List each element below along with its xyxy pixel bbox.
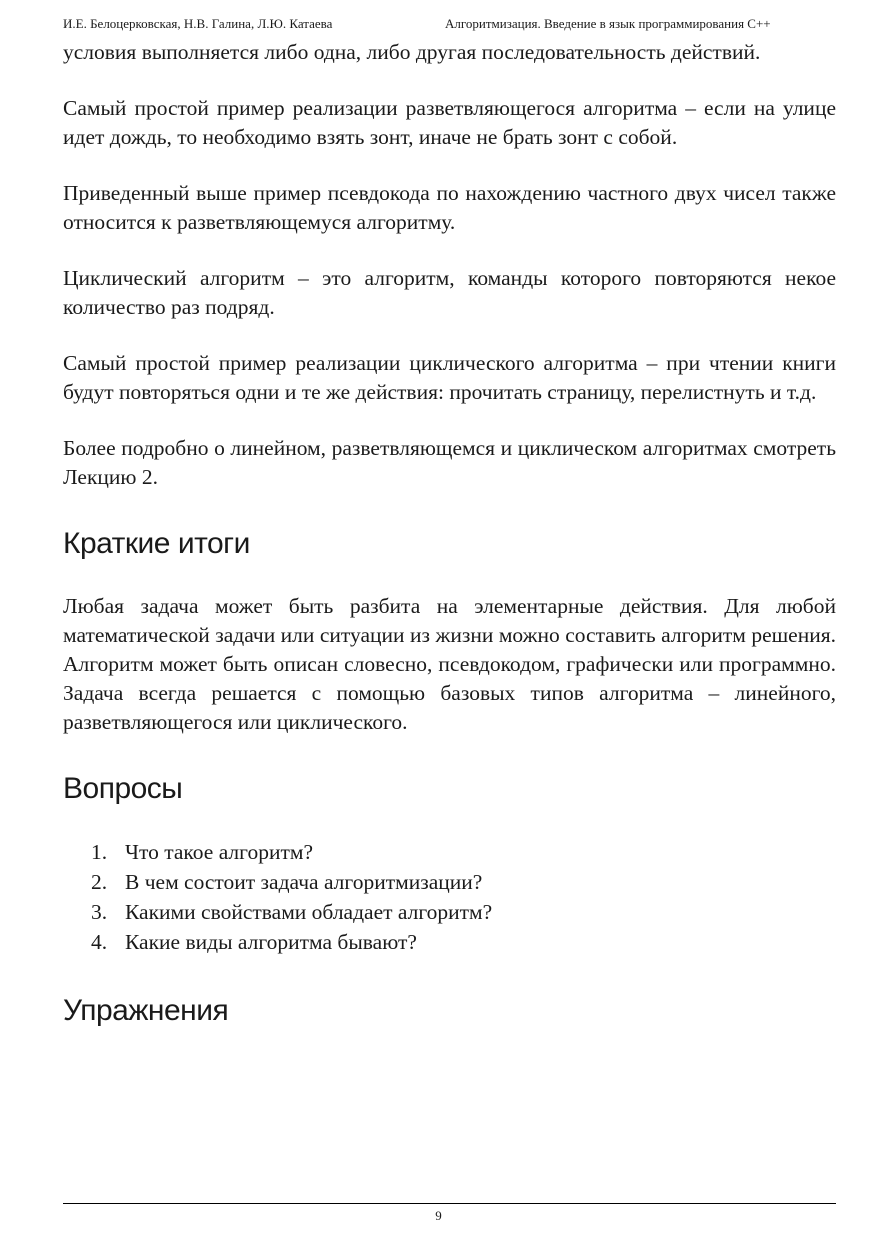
question-item <box>63 837 836 867</box>
question-text: Какие виды алгоритма бывают? <box>125 930 417 954</box>
paragraph-cyclic-example: Самый простой пример реализации циклического алгоритма – при чтении книги будут повторяться одни и те же действия: прочитать страницу, перелистнуть и т.д. <box>63 351 836 404</box>
header-title: Алгоритмизация. Введение в язык программирования С++ <box>445 16 771 31</box>
question-text: В чем состоит задача алгоритмизации? <box>125 870 483 894</box>
question-number: 4. <box>91 930 108 954</box>
summary-text: Любая задача может быть разбита на элементарные действия. Для любой математической задачи или ситуации из жизни можно составить алгоритм решения. Алгоритм может быть описан словесно, псевдокодом, графически или программно. Задача всегда решается с помощью базовых типов алгоритма – линейного, разветвляющегося или циклического. <box>63 594 836 734</box>
footer-divider <box>63 1203 836 1204</box>
summary-heading: Краткие итоги <box>63 527 250 560</box>
question-text: Какими свойствами обладает алгоритм? <box>125 900 493 924</box>
questions-heading: Вопросы <box>63 772 183 805</box>
question-item <box>63 867 836 897</box>
question-text: Что такое алгоритм? <box>125 840 313 864</box>
questions-list <box>63 837 836 957</box>
question-number: 3. <box>91 900 108 924</box>
paragraph-cyclic-definition: Циклический алгоритм – это алгоритм, команды которого повторяются некое количество раз подряд. <box>63 266 836 319</box>
page-number: 9 <box>435 1208 442 1223</box>
question-number: 2. <box>91 870 108 894</box>
header-authors: И.Е. Белоцерковская, Н.В. Галина, Л.Ю. Катаева <box>63 16 333 31</box>
paragraph-lecture-reference: Более подробно о линейном, разветвляющемся и циклическом алгоритмах смотреть Лекцию 2. <box>63 436 836 489</box>
question-number: 1. <box>91 840 108 864</box>
paragraph-branching-definition-end: условия выполняется либо одна, либо другая последовательность действий. <box>63 40 761 64</box>
paragraph-pseudocode-reference: Приведенный выше пример псевдокода по нахождению частного двух чисел также относится к разветвляющемуся алгоритму. <box>63 181 836 234</box>
question-item <box>63 927 836 957</box>
question-item <box>63 897 836 927</box>
exercises-heading: Упражнения <box>63 994 229 1027</box>
paragraph-branching-example: Самый простой пример реализации разветвляющегося алгоритма – если на улице идет дождь, то необходимо взять зонт, иначе не брать зонт с собой. <box>63 96 836 149</box>
page-content <box>63 38 836 1059</box>
